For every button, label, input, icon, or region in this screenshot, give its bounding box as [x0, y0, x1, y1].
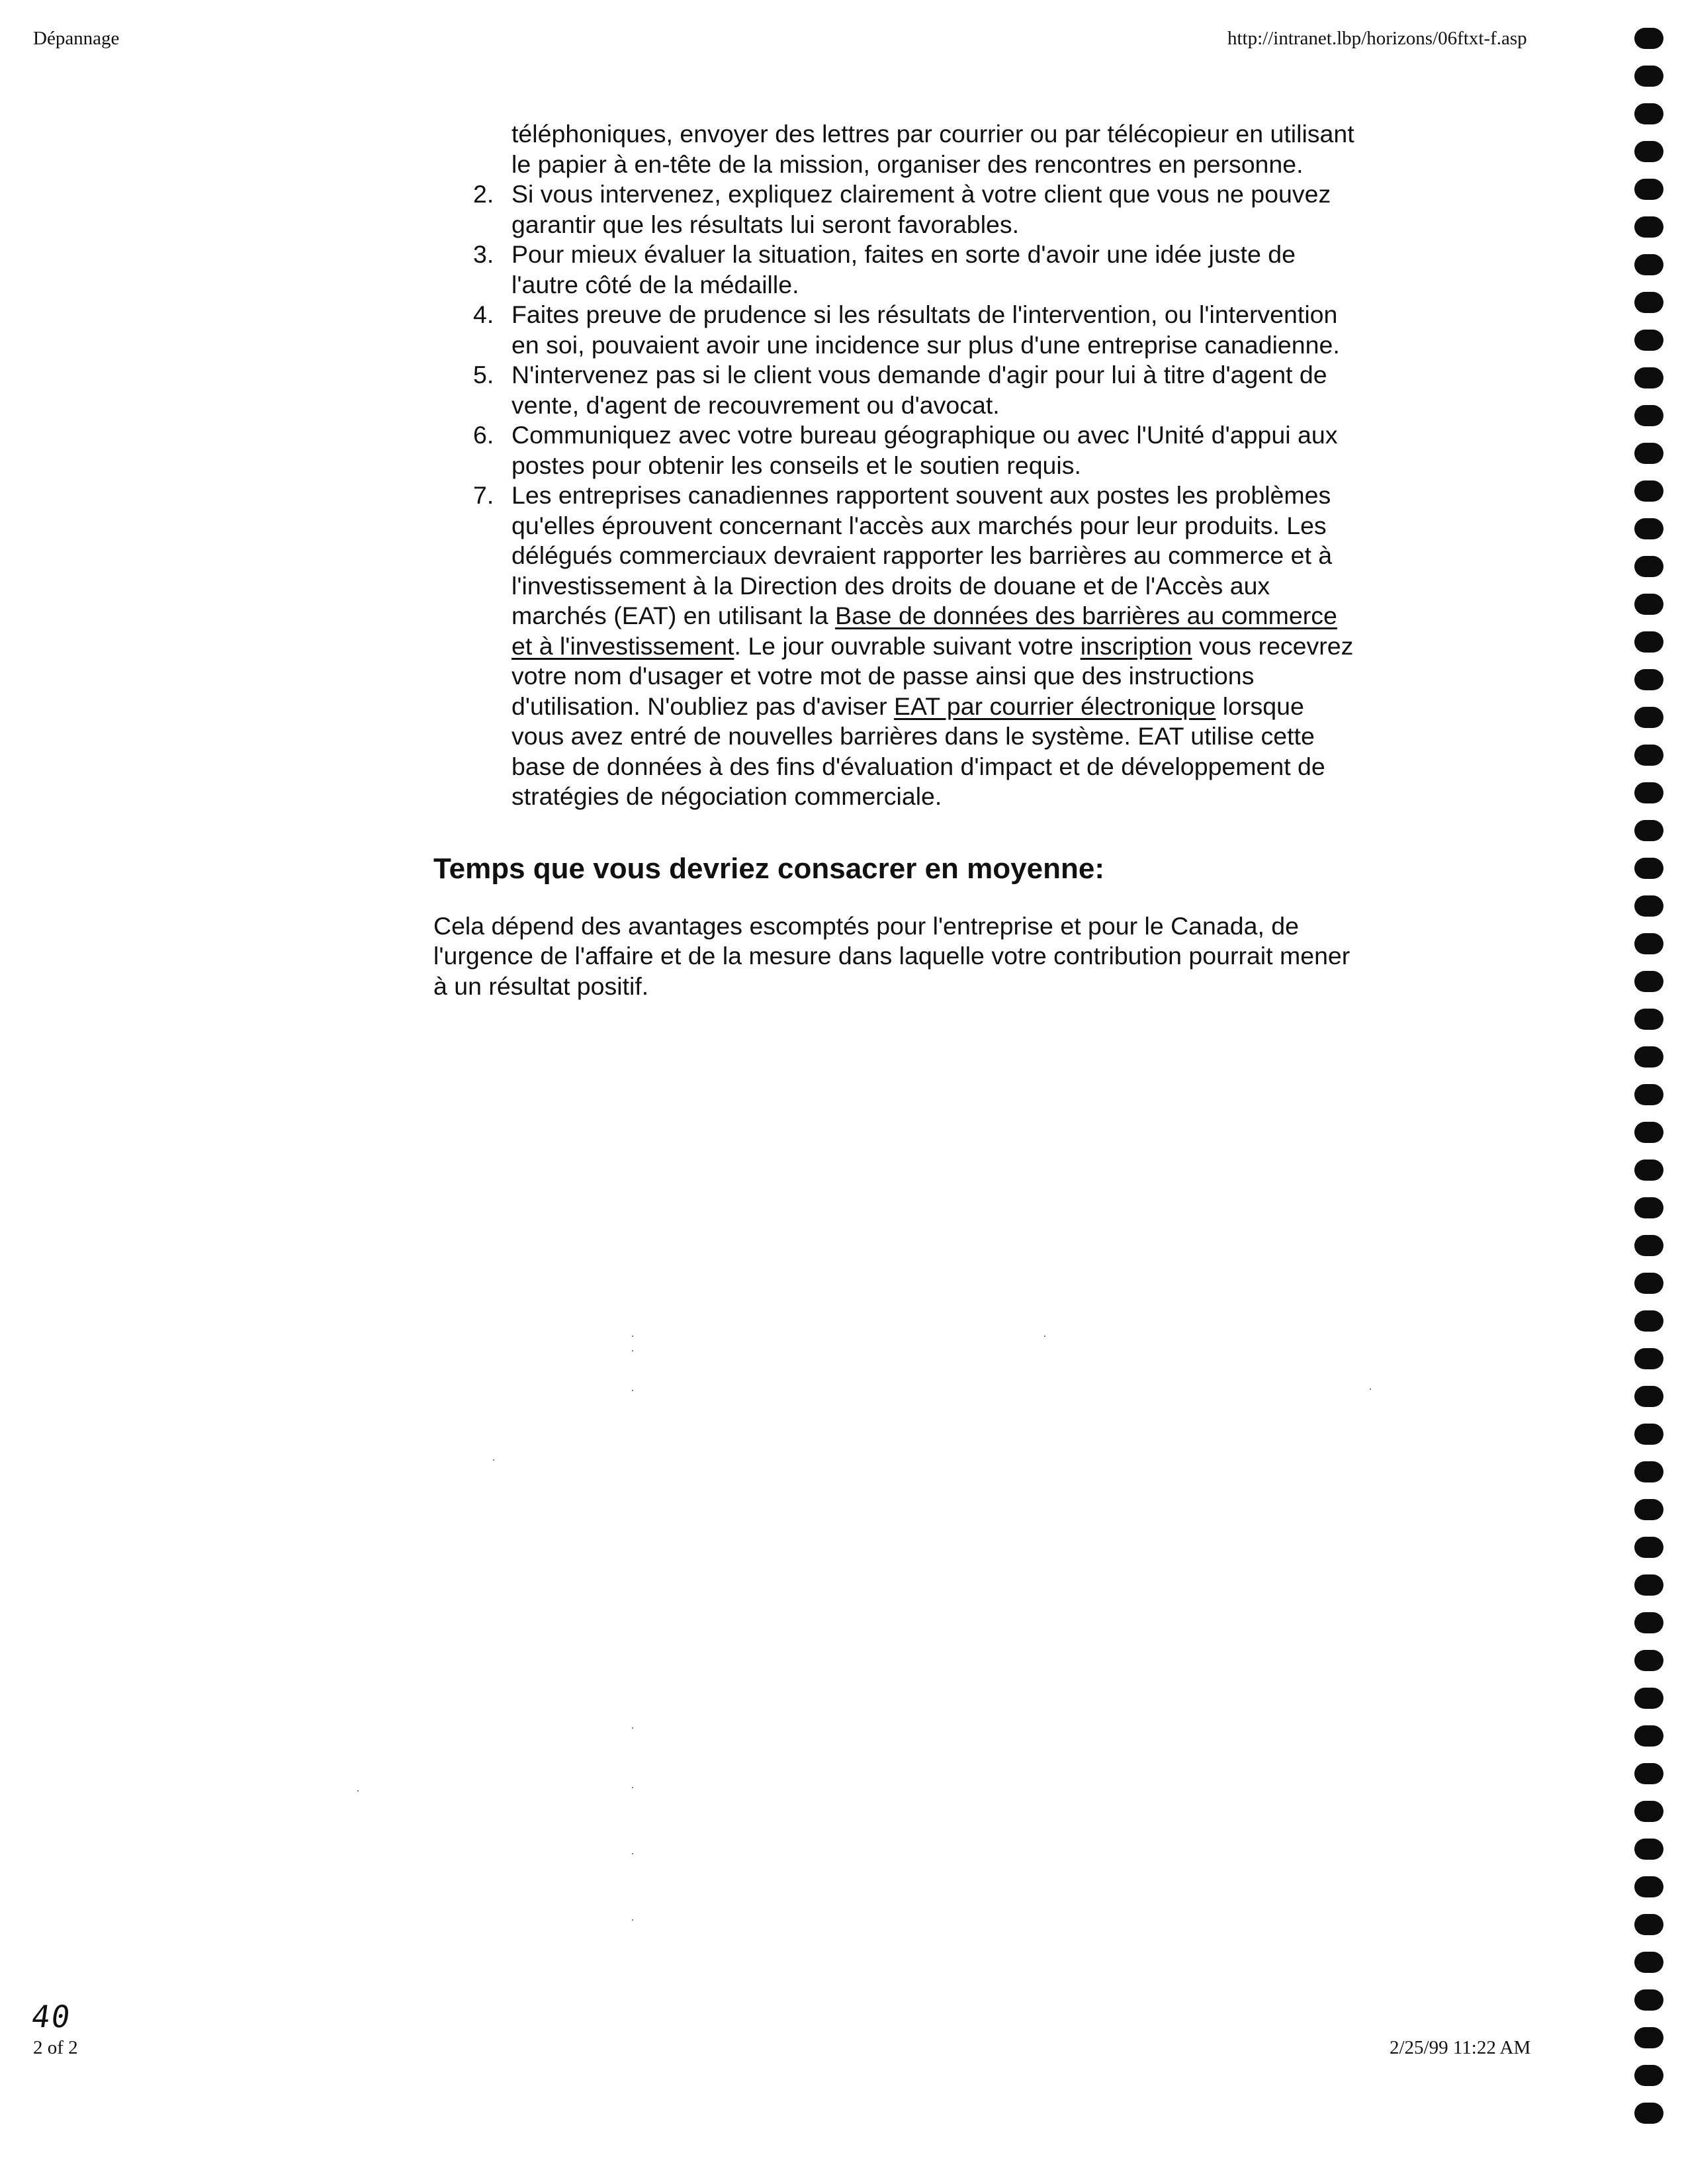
perforation-hole — [1634, 405, 1663, 426]
perforation-hole — [1634, 480, 1663, 502]
perforation-hole — [1634, 594, 1663, 615]
perforation-hole — [1634, 745, 1663, 766]
list-item-number: 7. — [473, 481, 494, 509]
perforation-hole — [1634, 1348, 1663, 1369]
list-item — [433, 480, 1360, 812]
list-item-number: 2. — [473, 180, 494, 208]
print-timestamp: 2/25/99 11:22 AM — [1390, 2037, 1531, 2058]
perforation-hole — [1634, 103, 1663, 124]
perforation-hole — [1634, 1197, 1663, 1218]
handwritten-page-number: 40 — [29, 1999, 74, 2034]
inscription-link[interactable]: inscription — [1080, 631, 1192, 660]
perforation-hole — [1634, 1424, 1663, 1445]
perforation-hole — [1634, 631, 1663, 653]
list-item-text: Communiquez avec votre bureau géographique ou avec l'Unité d'appui aux postes pour obtenir les conseils et le soutien requis. — [511, 421, 1338, 479]
perforation-hole — [1634, 1688, 1663, 1709]
scan-speck — [632, 1787, 633, 1788]
perforation-hole — [1634, 1009, 1663, 1030]
perforation-hole — [1634, 179, 1663, 200]
perforation-hole — [1634, 518, 1663, 539]
perforation-hole — [1634, 1160, 1663, 1181]
perforation-hole — [1634, 216, 1663, 238]
list-item-number: 5. — [473, 361, 494, 388]
perforation-hole — [1634, 1876, 1663, 1897]
perforation-hole — [1634, 1574, 1663, 1596]
perforation-hole — [1634, 1235, 1663, 1256]
scan-speck — [493, 1459, 494, 1461]
scan-speck — [632, 1919, 633, 1921]
perforation-hole — [1634, 1046, 1663, 1068]
scan-speck — [1370, 1388, 1371, 1390]
email-eat-link[interactable]: EAT par courrier électronique — [894, 692, 1216, 720]
perforation-hole — [1634, 820, 1663, 841]
list-item — [433, 300, 1360, 360]
perforation-hole — [1634, 895, 1663, 917]
header-url: http://intranet.lbp/horizons/06ftxt-f.asp — [1227, 28, 1527, 49]
header-title: Dépannage — [33, 28, 120, 49]
document-body — [433, 119, 1360, 1001]
scan-speck — [1044, 1336, 1045, 1337]
list-item-text: Si vous intervenez, expliquez clairement à votre client que vous ne pouvez garantir que les résultats lui seront favorables. — [511, 180, 1331, 238]
scan-speck — [632, 1390, 633, 1391]
list-item-text: N'intervenez pas si le client vous demande d'agir pour lui à titre d'agent de vente, d'agent de recouvrement ou d'avocat. — [511, 361, 1327, 419]
perforation-hole — [1634, 443, 1663, 464]
perforation-hole — [1634, 2065, 1663, 2086]
perforation-hole — [1634, 1273, 1663, 1294]
list-item-text: vous recevrez votre nom d'usager et votre mot de passe ainsi que des instructions d'utilisation. N'oubliez pas d'aviser — [511, 631, 1354, 720]
list-item — [433, 420, 1360, 480]
perforation-hole — [1634, 1461, 1663, 1482]
list-item — [433, 360, 1360, 420]
perforation-hole — [1634, 1839, 1663, 1860]
section-heading: Temps que vous devriez consacrer en moyenne: — [433, 852, 1104, 885]
list-item-number: 3. — [473, 240, 494, 268]
perforation-hole — [1634, 971, 1663, 992]
database-link[interactable]: Base de données des barrières au commerce et à l'investissement — [511, 602, 1337, 660]
list-item — [433, 240, 1360, 300]
perforation-hole — [1634, 28, 1663, 49]
list-item-text: Faites preuve de prudence si les résultats de l'intervention, ou l'intervention en soi, pouvaient avoir une incidence sur plus d'une entreprise canadienne. — [511, 300, 1340, 359]
perforation-hole — [1634, 1763, 1663, 1784]
perforation-hole — [1634, 556, 1663, 577]
perforation-hole — [1634, 1914, 1663, 1935]
page-indicator: 2 of 2 — [33, 2037, 78, 2058]
perforation-hole — [1634, 1537, 1663, 1558]
scan-speck — [357, 1790, 359, 1792]
list-item-number: 6. — [473, 421, 494, 449]
perforation-hole — [1634, 1122, 1663, 1143]
perforation-hole — [1634, 141, 1663, 162]
perforation-hole — [1634, 1952, 1663, 1973]
perforation-hole — [1634, 1650, 1663, 1671]
scan-speck — [632, 1853, 633, 1854]
scan-speck — [632, 1727, 633, 1729]
list-item-number: 4. — [473, 300, 494, 328]
perforation-hole — [1634, 1989, 1663, 2011]
perforation-hole — [1634, 1725, 1663, 1747]
perforation-hole — [1634, 933, 1663, 954]
perforation-hole — [1634, 1499, 1663, 1520]
perforation-hole — [1634, 1386, 1663, 1407]
perforation-hole — [1634, 782, 1663, 803]
list-continuation: téléphoniques, envoyer des lettres par courrier ou par télécopieur en utilisant le papier à en-tête de la mission, organiser des rencontres en personne. — [511, 120, 1354, 178]
perforation-holes — [1634, 28, 1663, 2140]
scan-speck — [632, 1336, 633, 1337]
list-item-text: Pour mieux évaluer la situation, faites en sorte d'avoir une idée juste de l'autre côté de la médaille. — [511, 240, 1296, 298]
perforation-hole — [1634, 1612, 1663, 1633]
perforation-hole — [1634, 1801, 1663, 1822]
perforation-hole — [1634, 2027, 1663, 2048]
perforation-hole — [1634, 66, 1663, 87]
section-paragraph: Cela dépend des avantages escomptés pour l'entreprise et pour le Canada, de l'urgence de l'affaire et de la mesure dans laquelle votre contribution pourrait mener à un résultat positif. — [433, 911, 1350, 1000]
perforation-hole — [1634, 1310, 1663, 1332]
list-item-text: . Le jour ouvrable suivant votre — [734, 631, 1081, 660]
scan-speck — [632, 1350, 633, 1351]
perforation-hole — [1634, 669, 1663, 690]
perforation-hole — [1634, 292, 1663, 313]
perforation-hole — [1634, 1084, 1663, 1105]
list-item-text: Les entreprises canadiennes rapportent souvent aux postes les problèmes qu'elles éprouvent concernant l'accès aux marchés pour leur produits. Les délégués commerciaux devraient rapporter les barrières au commerce et à l'investissement à la Direction des droits de douane et de l'Accès aux marchés (EAT) en utilisant la — [511, 481, 1333, 629]
list-item — [433, 179, 1360, 240]
perforation-hole — [1634, 707, 1663, 728]
steps-list — [433, 179, 1360, 812]
list-item-text: lorsque vous avez entré de nouvelles barrières dans le système. EAT utilise cette base de données à des fins d'évaluation d'impact et de développement de stratégies de négociation commerciale. — [511, 692, 1325, 810]
perforation-hole — [1634, 858, 1663, 879]
perforation-hole — [1634, 330, 1663, 351]
perforation-hole — [1634, 2103, 1663, 2124]
perforation-hole — [1634, 254, 1663, 275]
perforation-hole — [1634, 367, 1663, 388]
